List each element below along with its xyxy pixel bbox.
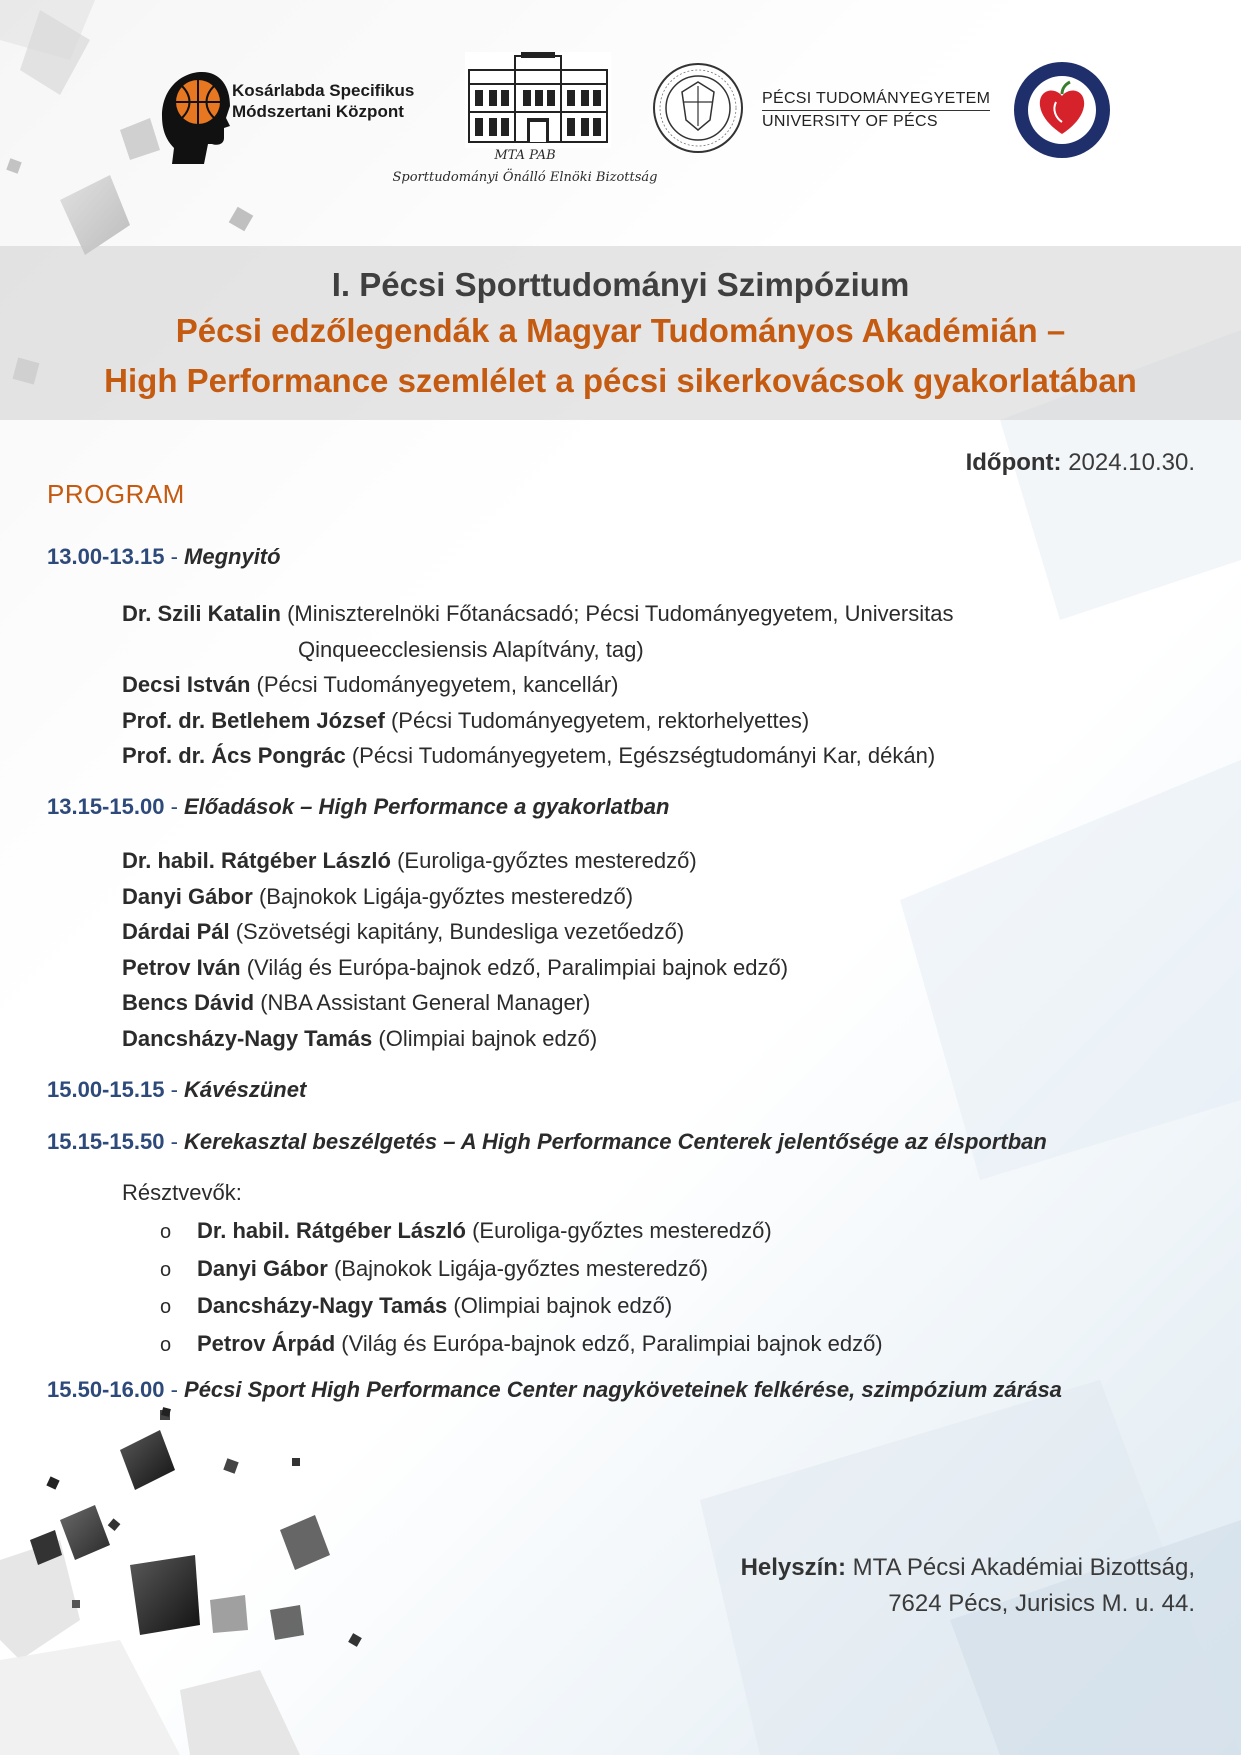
speaker-row: Prof. dr. Betlehem József (Pécsi Tudományegyetem, rektorhelyettes)	[122, 707, 810, 733]
speaker-row: Dárdai Pál (Szövetségi kapitány, Bundesliga vezetőedző)	[122, 919, 685, 944]
opening-speakers	[122, 596, 953, 774]
pte-name-en: UNIVERSITY OF PÉCS	[762, 113, 938, 130]
mta-full-name: Sporttudományi Önálló Elnöki Bizottság	[392, 170, 658, 185]
slot-time: 15.50-16.00	[47, 1377, 165, 1402]
venue-address: 7624 Pécs, Jurisics M. u. 44.	[888, 1590, 1195, 1617]
date-label: Időpont:	[965, 449, 1062, 476]
venue-line1: Helyszín: MTA Pécsi Akadémiai Bizottság,	[740, 1554, 1195, 1581]
schedule-slot: 15.15-15.50 - Kerekasztal beszélgetés – A High Performance Centerek jelentősége az élsportban	[47, 1129, 1047, 1154]
venue-label: Helyszín:	[740, 1554, 846, 1581]
list-item: o Dancsházy-Nagy Tamás (Olimpiai bajnok edző)	[160, 1293, 673, 1318]
speaker-role-continued: Qinqueecclesiensis Alapítvány, tag)	[298, 636, 644, 662]
university-seal-icon	[652, 62, 744, 154]
list-item: o Danyi Gábor (Bajnokok Ligája-győztes mesteredző)	[160, 1255, 709, 1281]
speaker-row: Bencs Dávid (NBA Assistant General Manager)	[122, 990, 591, 1015]
slot-title: Kerekasztal beszélgetés – A High Performance Centerek jelentősége az élsportban	[184, 1129, 1047, 1154]
schedule-slot: 13.00-13.15 - Megnyitó	[47, 544, 281, 569]
slot-title: Megnyitó	[184, 544, 281, 569]
speaker-row: Dr. habil. Rátgéber László (Euroliga-győztes mesteredző)	[122, 848, 697, 873]
list-item: o Petrov Árpád (Világ és Európa-bajnok edző, Paralimpiai bajnok edző)	[160, 1330, 883, 1356]
pte-logo	[652, 62, 992, 158]
event-subtitle-line1: Pécsi edzőlegendák a Magyar Tudományos Akadémián –	[175, 312, 1066, 349]
speaker-row: Decsi István (Pécsi Tudományegyetem, kancellár)	[122, 672, 619, 697]
participants-label: Résztvevők:	[122, 1180, 242, 1205]
speaker-row: Petrov Iván (Világ és Európa-bajnok edző, Paralimpiai bajnok edző)	[122, 954, 789, 980]
venue	[741, 1550, 1195, 1622]
program-heading: PROGRAM	[47, 479, 185, 509]
panel-participants	[160, 1213, 883, 1363]
slot-title: Pécsi Sport High Performance Center nagyköveteinek felkérése, szimpózium zárása	[184, 1377, 1062, 1402]
mta-pab-logo	[365, 52, 685, 202]
speaker-row: Dancsházy-Nagy Tamás (Olimpiai bajnok edző)	[122, 1025, 598, 1051]
schedule-slot: 13.15-15.00 - Előadások – High Performance a gyakorlatban	[47, 794, 670, 819]
slot-time: 15.15-15.50	[47, 1129, 165, 1154]
mta-abbr: MTA PAB	[494, 148, 556, 163]
lecture-speakers	[122, 843, 788, 1056]
slot-title: Előadások – High Performance a gyakorlatban	[184, 794, 670, 819]
slot-time: 15.00-15.15	[47, 1077, 165, 1102]
date-value: 2024.10.30.	[1068, 449, 1195, 476]
ksmk-line2: Módszertani Központ	[232, 102, 404, 121]
event-subtitle-line2: High Performance szemlélet a pécsi sikerkovácsok gyakorlatában	[104, 362, 1137, 399]
event-date	[966, 449, 1195, 477]
slot-time: 13.15-15.00	[47, 794, 165, 819]
speaker-row: Danyi Gábor (Bajnokok Ligája-győztes mesteredző)	[122, 883, 634, 909]
speaker-row: Prof. dr. Ács Pongrác (Pécsi Tudományegyetem, Egészségtudományi Kar, dékán)	[122, 743, 936, 768]
logo-strip	[0, 0, 1241, 230]
event-title: I. Pécsi Sporttudományi Szimpózium	[331, 266, 910, 303]
pte-name-hu: PÉCSI TUDOMÁNYEGYETEM	[762, 88, 990, 111]
list-item: o Dr. habil. Rátgéber László (Euroliga-győztes mesteredző)	[160, 1218, 772, 1243]
slot-title: Kávészünet	[184, 1077, 307, 1102]
schedule-slot: 15.00-15.15 - Kávészünet	[47, 1077, 307, 1102]
ksmk-line1: Kosárlabda Specifikus	[232, 81, 415, 100]
slot-time: 13.00-13.15	[47, 544, 165, 569]
schedule-slot: 15.50-16.00 - Pécsi Sport High Performance Center nagyköveteinek felkérése, szimpózium zárása	[47, 1377, 1062, 1402]
basketball-head-icon	[152, 66, 232, 166]
academy-building-icon	[465, 52, 611, 148]
title-band	[0, 246, 1241, 420]
apple-heart-icon	[1012, 60, 1112, 160]
speaker-row: Dr. Szili Katalin (Miniszterelnöki Főtanácsadó; Pécsi Tudományegyetem, Universitas	[122, 601, 954, 626]
